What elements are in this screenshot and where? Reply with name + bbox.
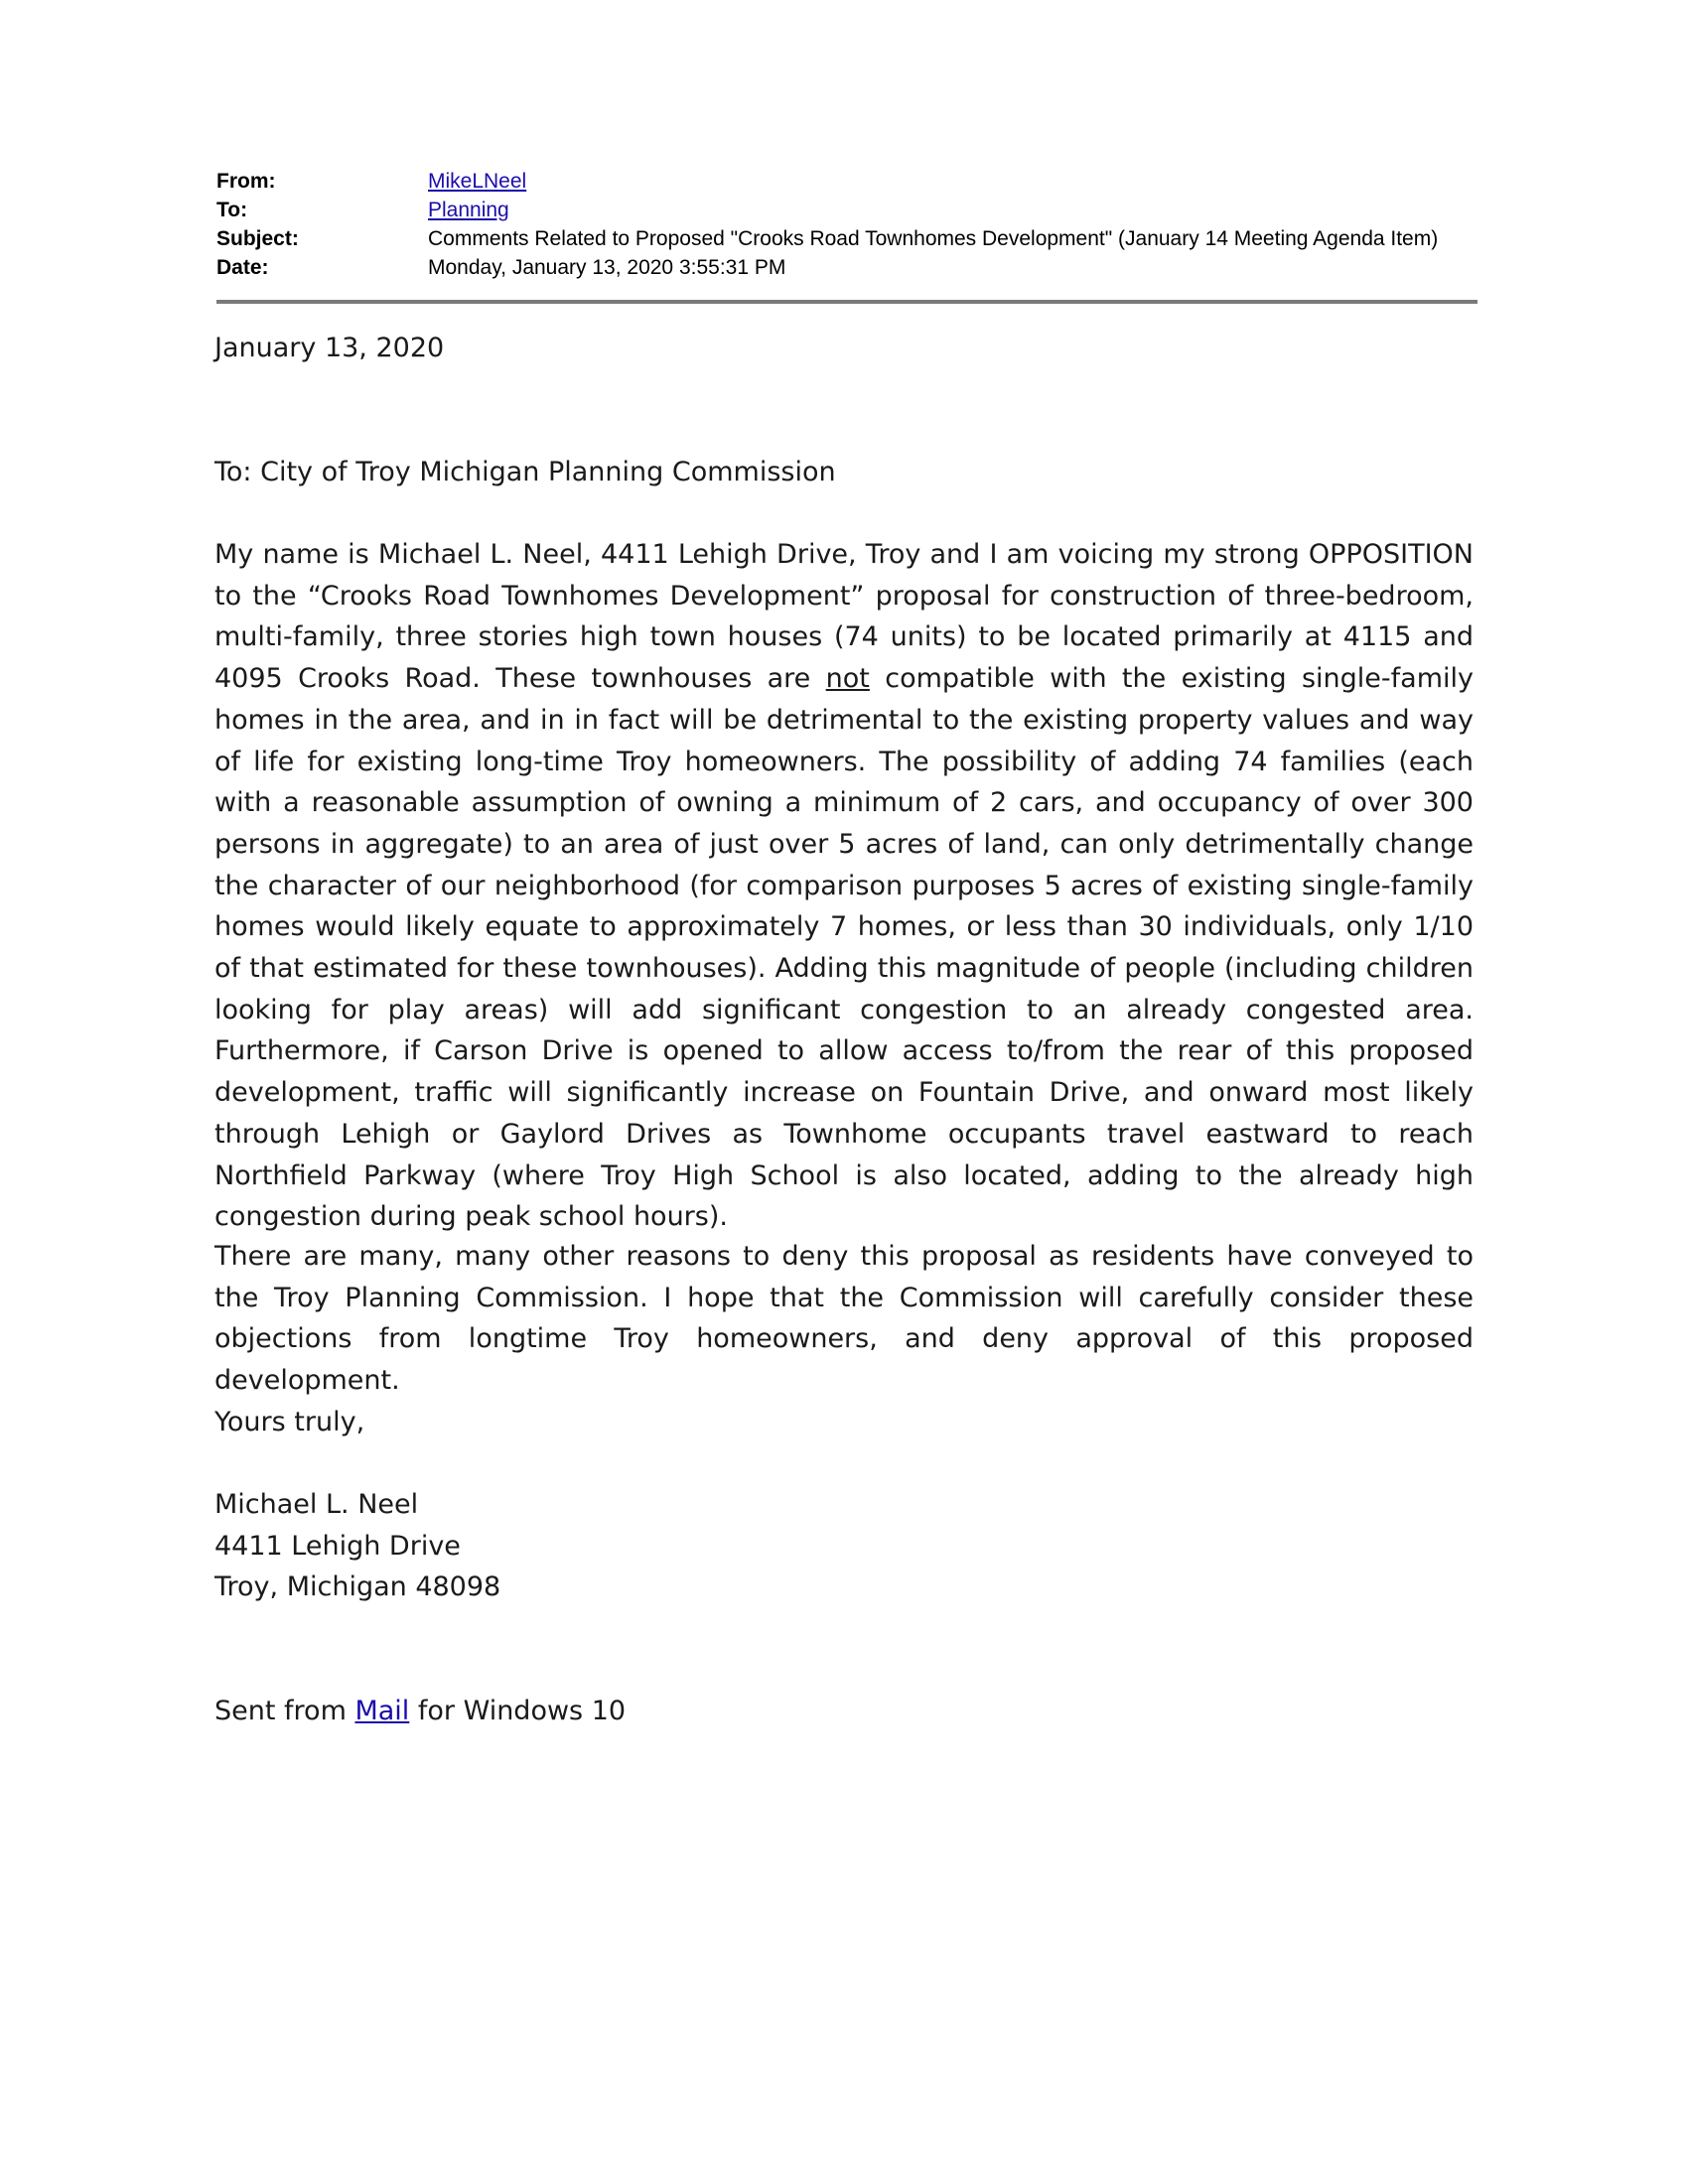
to-recipient-link[interactable]: Planning bbox=[428, 199, 509, 221]
letter-closing: Yours truly, bbox=[214, 1407, 365, 1437]
paragraph-1-part-a: My name is Michael L. Neel, 4411 Lehigh Drive, Troy and I am voicing my strong OPPOSITION to the “Crooks Road Townhomes Development” proposal for construction of three-bedroom, multi-family, three stories high town houses (74 units) to be located primarily at 4115 and 4095 Crooks Road. These townhouses are bbox=[214, 539, 1474, 695]
signature-block bbox=[214, 1484, 1474, 1608]
sent-prefix: Sent from bbox=[214, 1696, 355, 1726]
signature-street: 4411 Lehigh Drive bbox=[214, 1530, 461, 1562]
letter-addressee: To: City of Troy Michigan Planning Commission bbox=[214, 457, 836, 487]
from-label: From: bbox=[216, 170, 276, 193]
to-label: To: bbox=[216, 199, 248, 221]
signature-city: Troy, Michigan 48098 bbox=[214, 1571, 501, 1603]
signature-name: Michael L. Neel bbox=[214, 1489, 419, 1520]
date-value: Monday, January 13, 2020 3:55:31 PM bbox=[428, 256, 786, 279]
letter-date: January 13, 2020 bbox=[214, 333, 445, 363]
paragraph-1-part-b: compatible with the existing single-family homes in the area, and in in fact will be detrimental to the existing property values and way of life for existing long-time Troy homeowners. The possibility of adding 74 families (each with a reasonable assumption of owning a minimum of 2 cars, and occupancy of over 300 persons in aggregate) to an area of just over 5 acres of land, can only detrimentally change the character of our neighborhood (for comparison purposes 5 acres of existing single-family homes would likely equate to approximately 7 homes, or less than 30 individuals, only 1/10 of that estimated for these townhouses). Adding this magnitude of people (including children looking for play areas) will add significant congestion to an already congested area. Furthermore, if Carson Drive is opened to allow access to/from the rear of this proposed development, traffic will significantly increase on Fountain Drive, and onward most likely through Lehigh or Gaylord Drives as Townhome occupants travel eastward to reach Northfield Parkway (where Troy High School is also located, adding to the already high congestion during peak school hours). bbox=[214, 663, 1474, 1233]
emphasis-not: not bbox=[825, 663, 870, 695]
letter-paragraph-1 bbox=[214, 534, 1474, 1238]
letter-paragraph-2: There are many, many other reasons to deny this proposal as residents have conveyed to the Troy Planning Commission. I hope that the Commission will carefully consider these objections from longtime Troy homeowners, and deny approval of this proposed development. bbox=[214, 1241, 1474, 1397]
header-divider bbox=[216, 300, 1477, 304]
header-subject-row bbox=[216, 224, 1477, 253]
sent-suffix: for Windows 10 bbox=[409, 1696, 627, 1726]
subject-value: Comments Related to Proposed "Crooks Road Townhomes Development" (January 14 Meeting Agenda Item) bbox=[428, 227, 1439, 250]
subject-label: Subject: bbox=[216, 227, 299, 250]
header-to-row bbox=[216, 196, 1477, 224]
date-label: Date: bbox=[216, 256, 269, 279]
from-sender-link[interactable]: MikeLNeel bbox=[428, 170, 527, 193]
mail-app-link[interactable]: Mail bbox=[354, 1696, 410, 1726]
header-from-row bbox=[216, 167, 1477, 196]
email-header bbox=[216, 167, 1477, 282]
sent-from-line bbox=[214, 1691, 1474, 1732]
header-date-row bbox=[216, 253, 1477, 282]
